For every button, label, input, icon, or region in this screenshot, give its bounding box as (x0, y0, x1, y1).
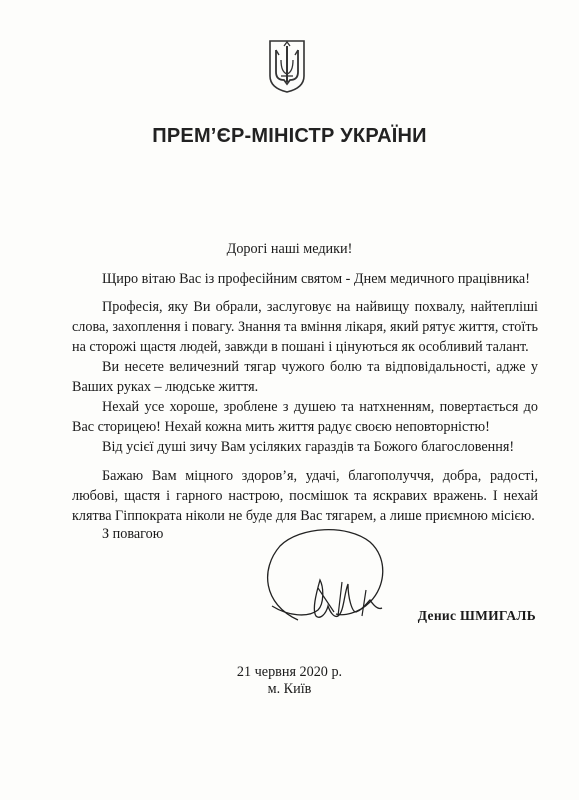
page-title: ПРЕМ’ЄР-МІНІСТР УКРАЇНИ (152, 125, 427, 147)
letter-date: 21 червня 2020 р. (236, 664, 343, 680)
paragraph-4: Нехай усе хороше, зроблене з душею та натхненням, повертається до Вас сторицею! Нехай кожна мить життя радує своєю неповторністю! (72, 399, 538, 435)
trident-emblem-icon (267, 38, 307, 94)
paragraph-2: Професія, яку Ви обрали, заслуговує на найвищу похвалу, найтепліші слова, захоплення і повагу. Знання та вміння лікаря, який рятує життя, стоїть на сторожі щастя людей, завжди в пошані і цінуються як особливий талант. (72, 299, 538, 355)
paragraph-6: Бажаю Вам міцного здоров’я, удачі, благополуччя, добра, радості, любові, щастя і гарного настрою, посмішок та яскравих вражень. І нехай клятва Гіппократа ніколи не буде для Вас тягарем, а лише приємною місією. (72, 468, 538, 524)
paragraph-3: Ви несете величезний тягар чужого болю та відповідальності, адже у Ваших руках – людське життя. (72, 359, 538, 395)
letter-city: м. Київ (267, 681, 312, 697)
signer-name: Денис ШМИГАЛЬ (417, 608, 536, 623)
paragraph-5: Від усієї душі зичу Вам усіляких гараздів та Божого благословення! (102, 439, 515, 455)
closing-phrase: З повагою (102, 526, 164, 542)
paragraph-1: Щиро вітаю Вас із професійним святом - Днем медичного працівника! (102, 271, 530, 287)
greeting: Дорогі наші медики! (226, 241, 353, 257)
signature-icon (258, 524, 398, 634)
